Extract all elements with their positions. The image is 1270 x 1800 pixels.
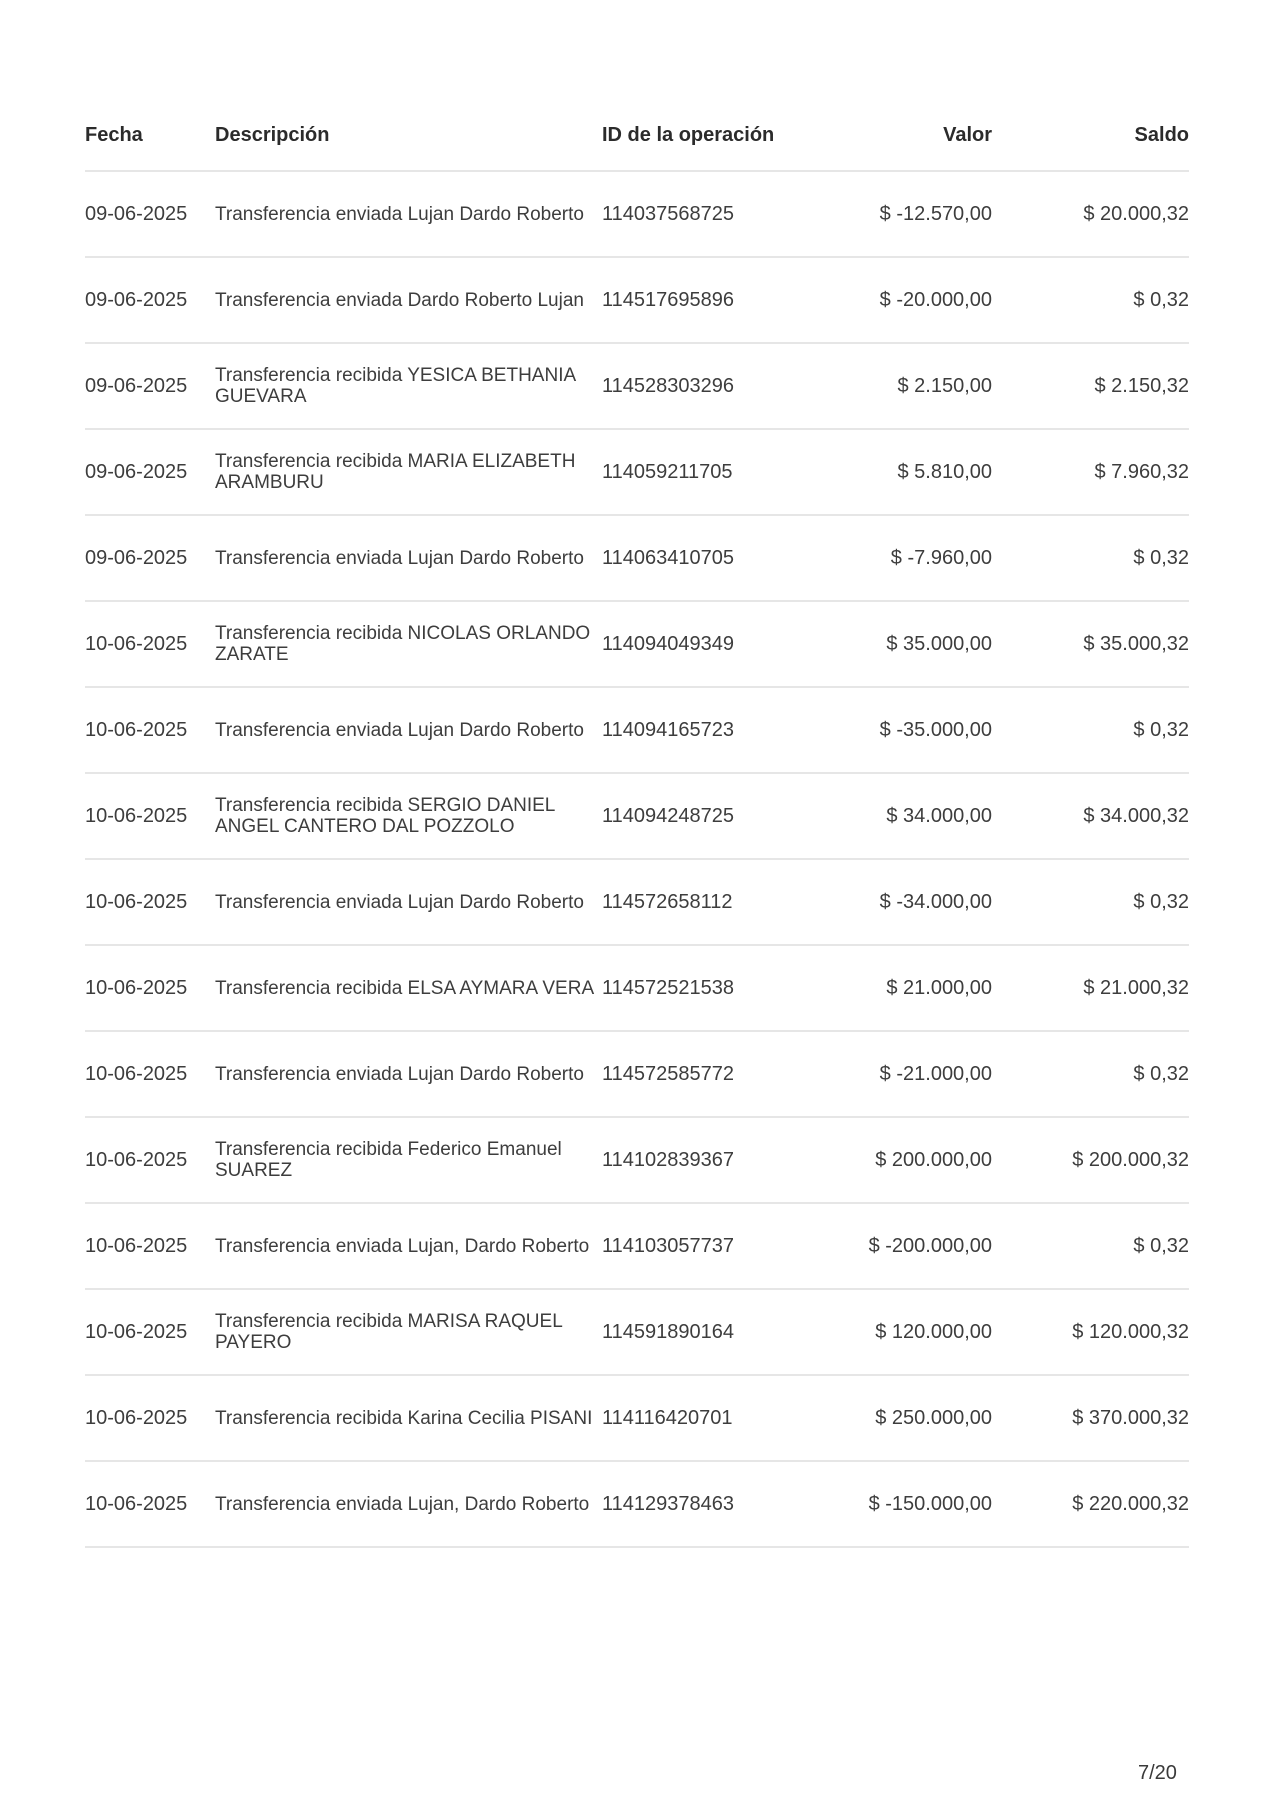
- row-description: Transferencia enviada Lujan Dardo Roberto: [215, 719, 584, 741]
- row-date: 10-06-2025: [85, 632, 188, 655]
- row-operation-id: 114094165723: [602, 719, 734, 741]
- table-header: [85, 100, 1189, 172]
- row-value: $ -12.570,00: [879, 202, 992, 225]
- row-balance: $ 0,32: [1133, 890, 1189, 913]
- row-date: 10-06-2025: [85, 1148, 188, 1171]
- row-operation-id: 114129378463: [602, 1493, 734, 1515]
- row-balance: $ 20.000,32: [1083, 202, 1189, 225]
- table-row: [85, 344, 1189, 430]
- row-value: $ -200.000,00: [868, 1234, 992, 1257]
- row-value: $ -34.000,00: [879, 890, 992, 913]
- table-row: [85, 1376, 1189, 1462]
- table-row: [85, 1032, 1189, 1118]
- table-row: [85, 860, 1189, 946]
- row-value: $ 34.000,00: [886, 804, 992, 827]
- row-description: Transferencia enviada Lujan Dardo Roberto: [215, 891, 584, 913]
- row-balance: $ 0,32: [1133, 546, 1189, 569]
- table-row: [85, 1204, 1189, 1290]
- row-operation-id: 114094248725: [602, 805, 734, 827]
- row-value: $ 2.150,00: [897, 374, 992, 397]
- row-operation-id: 114063410705: [602, 547, 734, 569]
- row-operation-id: 114094049349: [602, 633, 734, 655]
- row-date: 10-06-2025: [85, 890, 188, 913]
- row-value: $ 21.000,00: [886, 976, 992, 999]
- row-operation-id: 114572521538: [602, 977, 734, 999]
- row-description: Transferencia enviada Dardo Roberto Lujan: [215, 289, 584, 311]
- row-date: 10-06-2025: [85, 1492, 188, 1515]
- row-date: 10-06-2025: [85, 1406, 188, 1429]
- row-balance: $ 0,32: [1133, 718, 1189, 741]
- row-description: Transferencia enviada Lujan Dardo Roberto: [215, 547, 584, 569]
- row-date: 09-06-2025: [85, 460, 188, 483]
- row-operation-id: 114103057737: [602, 1235, 734, 1257]
- row-value: $ -150.000,00: [868, 1492, 992, 1515]
- row-date: 09-06-2025: [85, 202, 188, 225]
- row-date: 09-06-2025: [85, 374, 188, 397]
- header-value: Valor: [943, 123, 992, 146]
- row-description: Transferencia recibida NICOLAS ORLANDO ZARATE: [215, 623, 591, 665]
- header-description: Descripción: [215, 124, 330, 146]
- row-operation-id: 114037568725: [602, 203, 734, 225]
- transactions-table: [85, 100, 1189, 1548]
- row-value: $ -7.960,00: [890, 546, 992, 569]
- table-row: [85, 774, 1189, 860]
- table-row: [85, 1462, 1189, 1548]
- row-description: Transferencia recibida Federico Emanuel SUAREZ: [215, 1139, 562, 1181]
- header-date: Fecha: [85, 123, 143, 146]
- row-value: $ -20.000,00: [879, 288, 992, 311]
- table-row: [85, 430, 1189, 516]
- row-balance: $ 21.000,32: [1083, 976, 1189, 999]
- row-date: 10-06-2025: [85, 804, 188, 827]
- row-description: Transferencia recibida YESICA BETHANIA GUEVARA: [215, 365, 576, 407]
- row-operation-id: 114572658112: [602, 891, 733, 913]
- row-value: $ 250.000,00: [875, 1406, 992, 1429]
- row-balance: $ 120.000,32: [1072, 1320, 1189, 1343]
- row-value: $ 200.000,00: [875, 1148, 992, 1171]
- page-number: 7/20: [1138, 1762, 1177, 1784]
- row-date: 10-06-2025: [85, 976, 188, 999]
- row-description: Transferencia recibida SERGIO DANIEL ANGEL CANTERO DAL POZZOLO: [215, 795, 555, 837]
- row-operation-id: 114059211705: [602, 461, 733, 483]
- table-row: [85, 516, 1189, 602]
- row-value: $ 120.000,00: [875, 1320, 992, 1343]
- row-balance: $ 220.000,32: [1072, 1492, 1189, 1515]
- header-operation-id: ID de la operación: [602, 124, 775, 146]
- row-description: Transferencia recibida MARISA RAQUEL PAYERO: [215, 1311, 563, 1353]
- row-balance: $ 0,32: [1133, 1062, 1189, 1085]
- row-description: Transferencia enviada Lujan, Dardo Roberto: [215, 1493, 590, 1515]
- row-operation-id: 114102839367: [602, 1149, 734, 1171]
- row-operation-id: 114517695896: [602, 289, 734, 311]
- row-description: Transferencia recibida ELSA AYMARA VERA: [215, 977, 595, 999]
- row-date: 10-06-2025: [85, 1234, 188, 1257]
- table-row: [85, 1290, 1189, 1376]
- row-balance: $ 370.000,32: [1072, 1406, 1189, 1429]
- row-date: 10-06-2025: [85, 1320, 188, 1343]
- row-operation-id: 114591890164: [602, 1321, 734, 1343]
- table-row: [85, 1118, 1189, 1204]
- table-row: [85, 172, 1189, 258]
- row-balance: $ 35.000,32: [1083, 632, 1189, 655]
- row-operation-id: 114116420701: [602, 1407, 733, 1429]
- row-description: Transferencia enviada Lujan, Dardo Roberto: [215, 1235, 590, 1257]
- row-balance: $ 2.150,32: [1094, 374, 1189, 397]
- row-description: Transferencia recibida MARIA ELIZABETH ARAMBURU: [215, 451, 576, 493]
- row-value: $ 35.000,00: [886, 632, 992, 655]
- row-date: 09-06-2025: [85, 546, 188, 569]
- row-description: Transferencia recibida Karina Cecilia PISANI: [215, 1407, 593, 1429]
- table-row: [85, 258, 1189, 344]
- row-date: 09-06-2025: [85, 288, 188, 311]
- table-row: [85, 688, 1189, 774]
- row-operation-id: 114528303296: [602, 375, 734, 397]
- row-date: 10-06-2025: [85, 718, 188, 741]
- row-date: 10-06-2025: [85, 1062, 188, 1085]
- table-body: [85, 172, 1189, 1548]
- row-balance: $ 0,32: [1133, 1234, 1189, 1257]
- table-row: [85, 946, 1189, 1032]
- row-description: Transferencia enviada Lujan Dardo Roberto: [215, 1063, 584, 1085]
- header-balance: Saldo: [1134, 123, 1189, 146]
- row-balance: $ 0,32: [1133, 288, 1189, 311]
- row-value: $ 5.810,00: [897, 460, 992, 483]
- row-balance: $ 200.000,32: [1072, 1148, 1189, 1171]
- row-value: $ -21.000,00: [879, 1062, 992, 1085]
- row-description: Transferencia enviada Lujan Dardo Roberto: [215, 203, 584, 225]
- table-row: [85, 602, 1189, 688]
- row-value: $ -35.000,00: [879, 718, 992, 741]
- row-balance: $ 7.960,32: [1094, 460, 1189, 483]
- row-balance: $ 34.000,32: [1083, 804, 1189, 827]
- row-operation-id: 114572585772: [602, 1063, 734, 1085]
